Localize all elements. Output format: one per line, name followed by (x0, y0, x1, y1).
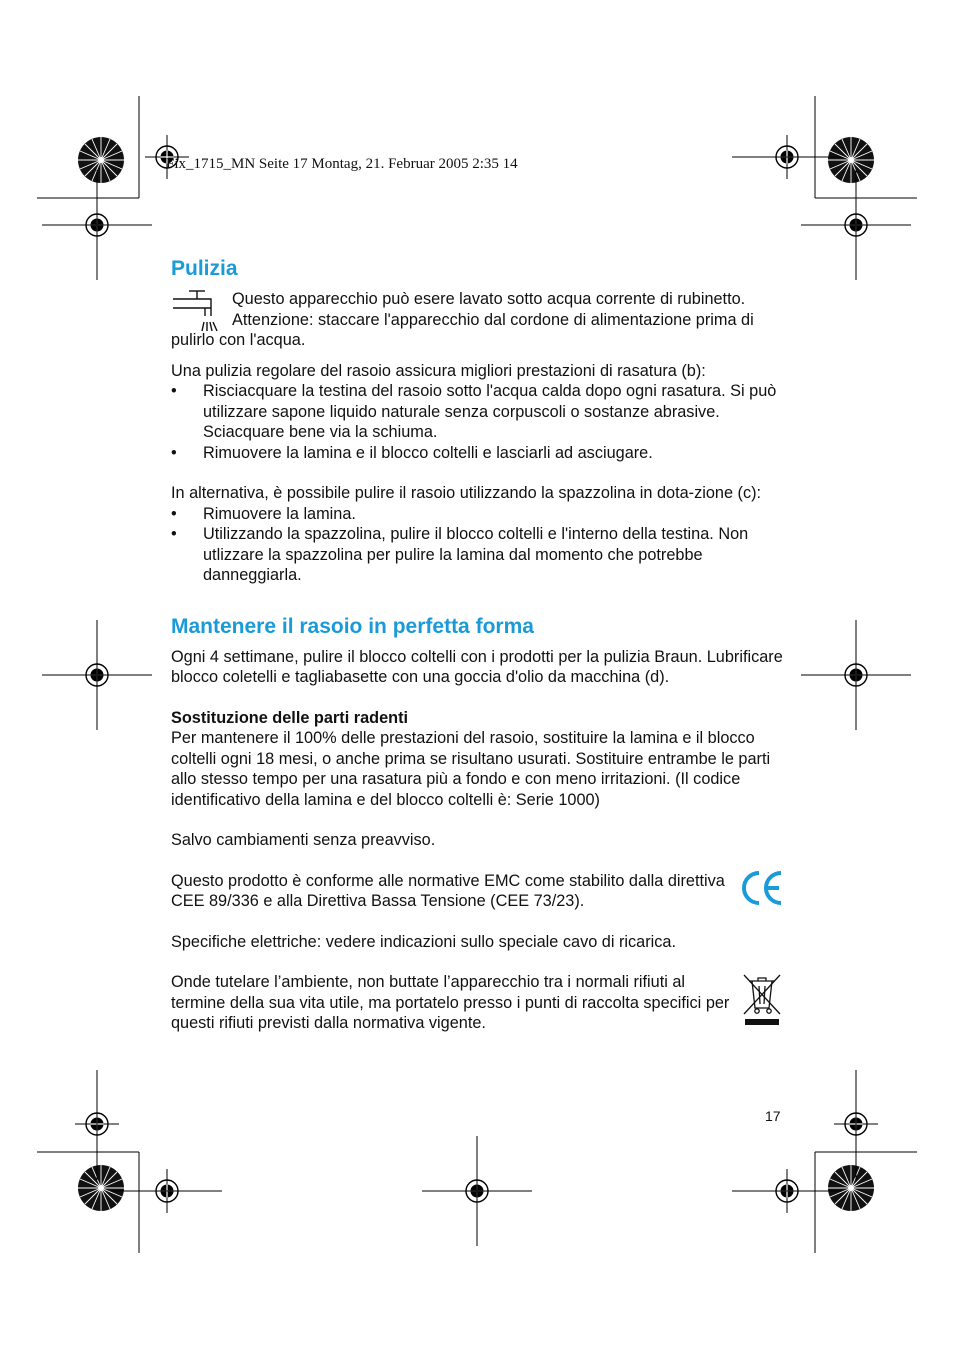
environment-paragraph (171, 972, 791, 1034)
alternative-cleaning-intro: In alternativa, è possibile pulire il rasoio utilizzando la spazzolina in dota-zione (c): (171, 484, 762, 502)
list-item: • Utilizzando la spazzolina, pulire il blocco coltelli e l'interno della testina. Non utlizzare la spazzolina per pulire la lamina dal momento che potrebbe danneggiarla. (171, 524, 791, 586)
regular-cleaning-list (171, 381, 791, 463)
electrical-text: Specifiche elettriche: vedere indicazioni sullo speciale cavo di ricarica. (171, 932, 676, 951)
ce-mark-icon (740, 869, 784, 907)
tap-text-2: Attenzione: staccare l'apparecchio dal cordone di alimentazione prima di pulirlo con l'acqua. (171, 310, 754, 349)
page-number: 17 (765, 1108, 781, 1124)
print-header: Fix_1715_MN Seite 17 Montag, 21. Februar 2005 2:35 14 (166, 156, 518, 172)
starburst-mark-icon (78, 137, 124, 183)
list-item: • Rimuovere la lamina e il blocco coltelli e lasciarli ad asciugare. (171, 443, 791, 464)
starburst-mark-icon (78, 1165, 124, 1211)
list-item: • Risciacquare la testina del rasoio sotto l'acqua calda dopo ogni rasatura. Si può utilizzare sapone liquido naturale senza corpuscoli o sostanze abrasive. Sciacquare bene via la schiuma. (171, 381, 791, 443)
weee-bin-icon (741, 972, 783, 1028)
maintenance-text: Ogni 4 settimane, pulire il blocco coltelli con i prodotti per la pulizia Braun. Lubrificare blocco coletelli e tagliabasette con una goccia d'olio da macchina (d). (171, 647, 783, 686)
emc-paragraph (171, 871, 791, 912)
section-title-cleaning: Pulizia (171, 257, 238, 280)
list-item: • Rimuovere la lamina. (171, 504, 791, 525)
tap-text-1: Questo apparecchio può esere lavato sotto acqua corrente di rubinetto. (232, 290, 746, 308)
regular-cleaning-intro: Una pulizia regolare del rasoio assicura migliori prestazioni di rasatura (b): (171, 361, 706, 380)
alternative-cleaning-list (171, 504, 791, 586)
tap-water-icon (171, 287, 219, 333)
section-title-maintenance: Mantenere il rasoio in perfetta forma (171, 614, 534, 638)
main-content (171, 256, 791, 1034)
environment-text: Onde tutelare l’ambiente, non buttate l’apparecchio tra i normali rifiuti al termine della sua vita utile, ma portatelo presso i punti di raccolta specifici per questi rifiuti previsti dalla normativa vigente. (171, 973, 730, 1032)
emc-text: Questo prodotto è conforme alle normative EMC come stabilito dalla direttiva CEE 89/336 e alla Direttiva Bassa Tensione (CEE 73/23). (171, 871, 725, 910)
change-notice: Salvo cambiamenti senza preavviso. (171, 831, 436, 849)
tap-paragraph (171, 289, 791, 351)
replacement-text: Per mantenere il 100% delle prestazioni del rasoio, sostituire la lamina e il blocco coltelli ogni 18 mesi, o anche prima se risultano usurati. Sostituire entrambe le parti allo stesso tempo per una rasatura più a fondo e con meno irritazioni. (Il codice identificativo della lamina e del blocco coltelli è: Serie 1000) (171, 729, 771, 809)
starburst-mark-icon (828, 137, 874, 183)
starburst-mark-icon (828, 1165, 874, 1211)
replacement-title: Sostituzione delle parti radenti (171, 708, 409, 727)
